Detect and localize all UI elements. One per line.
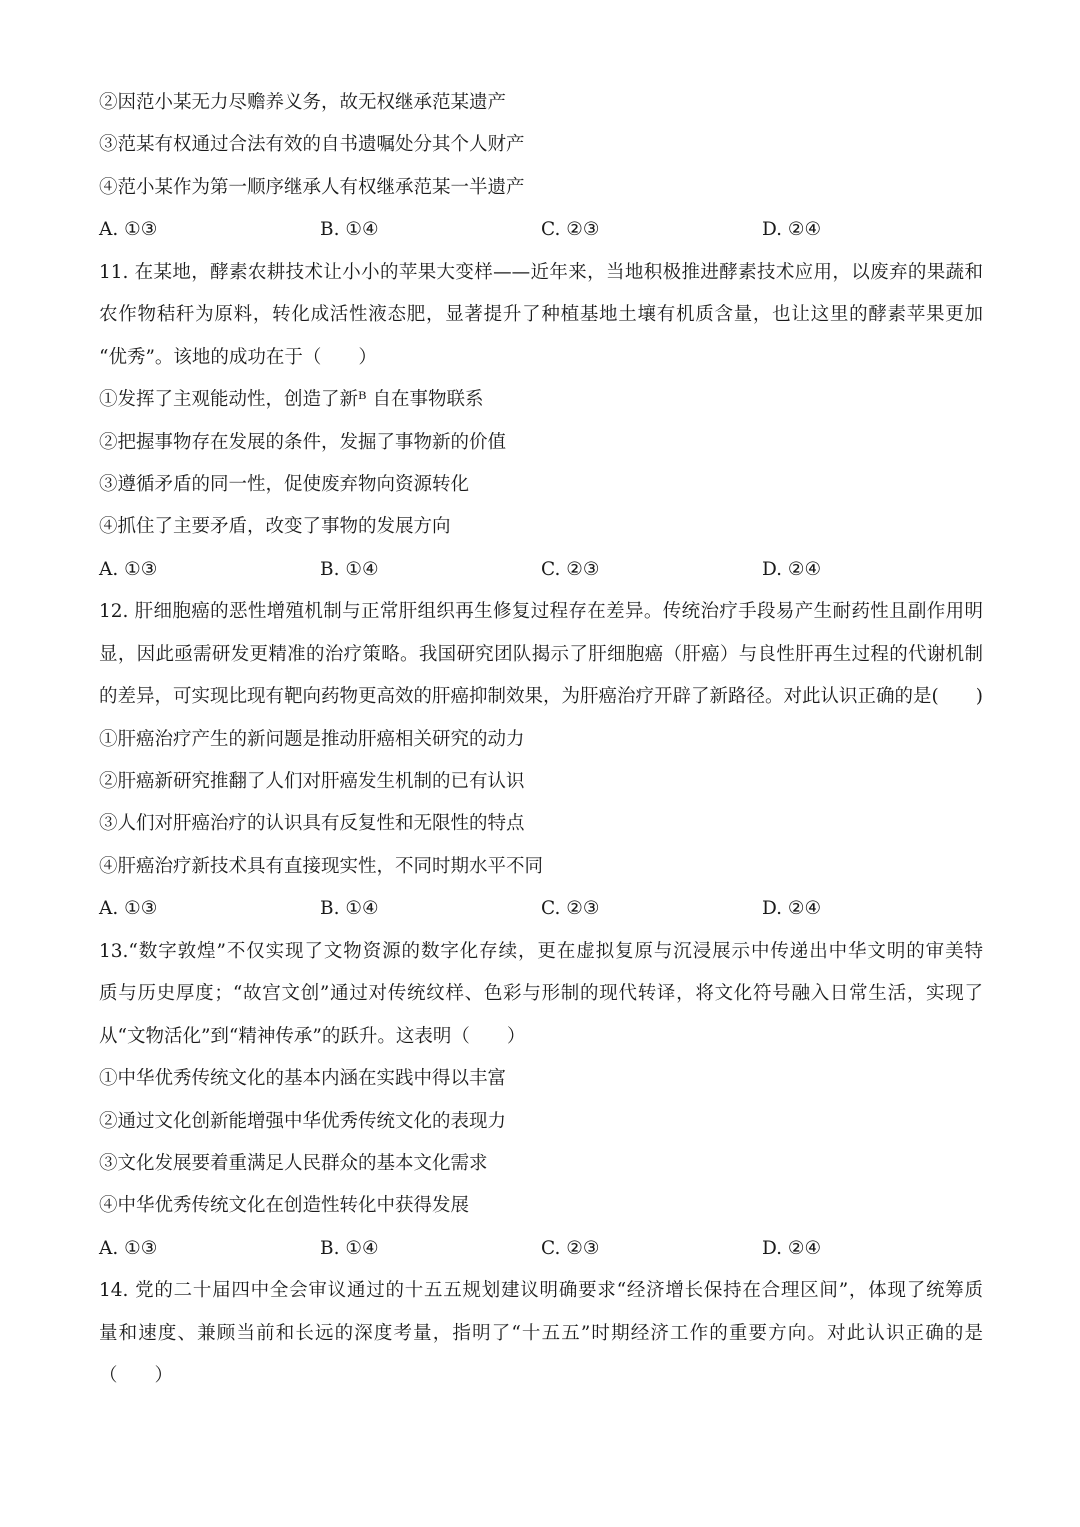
answer-choice: A. ①③	[99, 898, 158, 920]
answer-choice: D. ②④	[762, 1237, 822, 1259]
question-stem-line: 11. 在某地，酵素农耕技术让小小的苹果大变样——近年来，当地积极推进酵素技术应用，以废弃的果蔬和	[99, 261, 983, 283]
answer-choice: A. ①③	[99, 219, 158, 241]
statement-option: ③遵循矛盾的同一性，促使废弃物向资源转化	[99, 473, 470, 495]
question-stem-line: 从“文物活化”到“精神传承”的跃升。这表明（ ）	[99, 1025, 526, 1047]
statement-option: ②通过文化创新能增强中华优秀传统文化的表现力	[99, 1110, 507, 1132]
answer-choice: C. ②③	[541, 558, 600, 580]
answer-choice: B. ①④	[320, 898, 379, 920]
question-stem-line: 量和速度、兼顾当前和长远的深度考量，指明了“十五五”时期经济工作的重要方向。对此认识正确的是	[99, 1322, 983, 1344]
exam-page	[99, 82, 983, 1398]
statement-option: ③范某有权通过合法有效的自书遗嘱处分其个人财产	[99, 134, 525, 156]
answer-choice: C. ②③	[541, 1237, 600, 1259]
answer-choices	[99, 209, 983, 251]
statement-option: ①肝癌治疗产生的新问题是推动肝癌相关研究的动力	[99, 728, 525, 750]
question-stem-line: 显，因此亟需研发更精准的治疗策略。我国研究团队揭示了肝细胞癌（肝癌）与良性肝再生过程的代谢机制	[99, 643, 983, 665]
answer-choice: A. ①③	[99, 1237, 158, 1259]
statement-option: ③文化发展要着重满足人民群众的基本文化需求	[99, 1152, 488, 1174]
question-stem-line: 农作物秸秆为原料，转化成活性液态肥，显著提升了种植基地土壤有机质含量，也让这里的酵素苹果更加	[99, 304, 983, 326]
answer-choice: D. ②④	[762, 558, 822, 580]
statement-option: ③人们对肝癌治疗的认识具有反复性和无限性的特点	[99, 813, 525, 835]
statement-option: ②因范小某无力尽赡养义务，故无权继承范某遗产	[99, 92, 507, 113]
question-stem-line: 14. 党的二十届四中全会审议通过的十五五规划建议明确要求“经济增长保持在合理区间”，体现了统筹质	[99, 1280, 983, 1302]
answer-choice: D. ②④	[762, 898, 822, 920]
answer-choice: B. ①④	[320, 558, 379, 580]
statement-option: ④范小某作为第一顺序继承人有权继承范某一半遗产	[99, 176, 525, 198]
question-stem-line: 质与历史厚度；“故宫文创”通过对传统纹样、色彩与形制的现代转译，将文化符号融入日常生活，实现了	[99, 983, 983, 1005]
answer-choice: B. ①④	[320, 219, 379, 241]
answer-choices	[99, 888, 983, 930]
statement-option: ①中华优秀传统文化的基本内涵在实践中得以丰富	[99, 1068, 507, 1090]
answer-choice: B. ①④	[320, 1237, 379, 1259]
statement-option: ①发挥了主观能动性，创造了新ᴮ 自在事物联系	[99, 389, 484, 411]
statement-option: ②肝癌新研究推翻了人们对肝癌发生机制的已有认识	[99, 771, 525, 792]
answer-choice: A. ①③	[99, 558, 158, 580]
question-stem-line: 13.“数字敦煌”不仅实现了文物资源的数字化存续，更在虚拟复原与沉浸展示中传递出中华文明的审美特	[99, 940, 983, 962]
answer-choice: C. ②③	[541, 219, 600, 241]
statement-option: ④肝癌治疗新技术具有直接现实性，不同时期水平不同	[99, 855, 544, 877]
answer-choices	[99, 1228, 983, 1270]
question-stem-line: 12. 肝细胞癌的恶性增殖机制与正常肝组织再生修复过程存在差异。传统治疗手段易产生耐药性且副作用明	[99, 601, 983, 623]
statement-option: ④中华优秀传统文化在创造性转化中获得发展	[99, 1195, 470, 1217]
statement-option: ④抓住了主要矛盾，改变了事物的发展方向	[99, 516, 451, 538]
question-stem-line: （ ）	[99, 1365, 174, 1387]
question-stem-line: 的差异，可实现比现有靶向药物更高效的肝癌抑制效果，为肝癌治疗开辟了新路径。对此认识正确的是( )	[99, 686, 983, 708]
statement-option: ②把握事物存在发展的条件，发掘了事物新的价值	[99, 431, 507, 453]
answer-choices	[99, 549, 983, 591]
question-stem-line: “优秀”。该地的成功在于（ ）	[99, 346, 377, 368]
answer-choice: C. ②③	[541, 898, 600, 920]
answer-choice: D. ②④	[762, 219, 822, 241]
